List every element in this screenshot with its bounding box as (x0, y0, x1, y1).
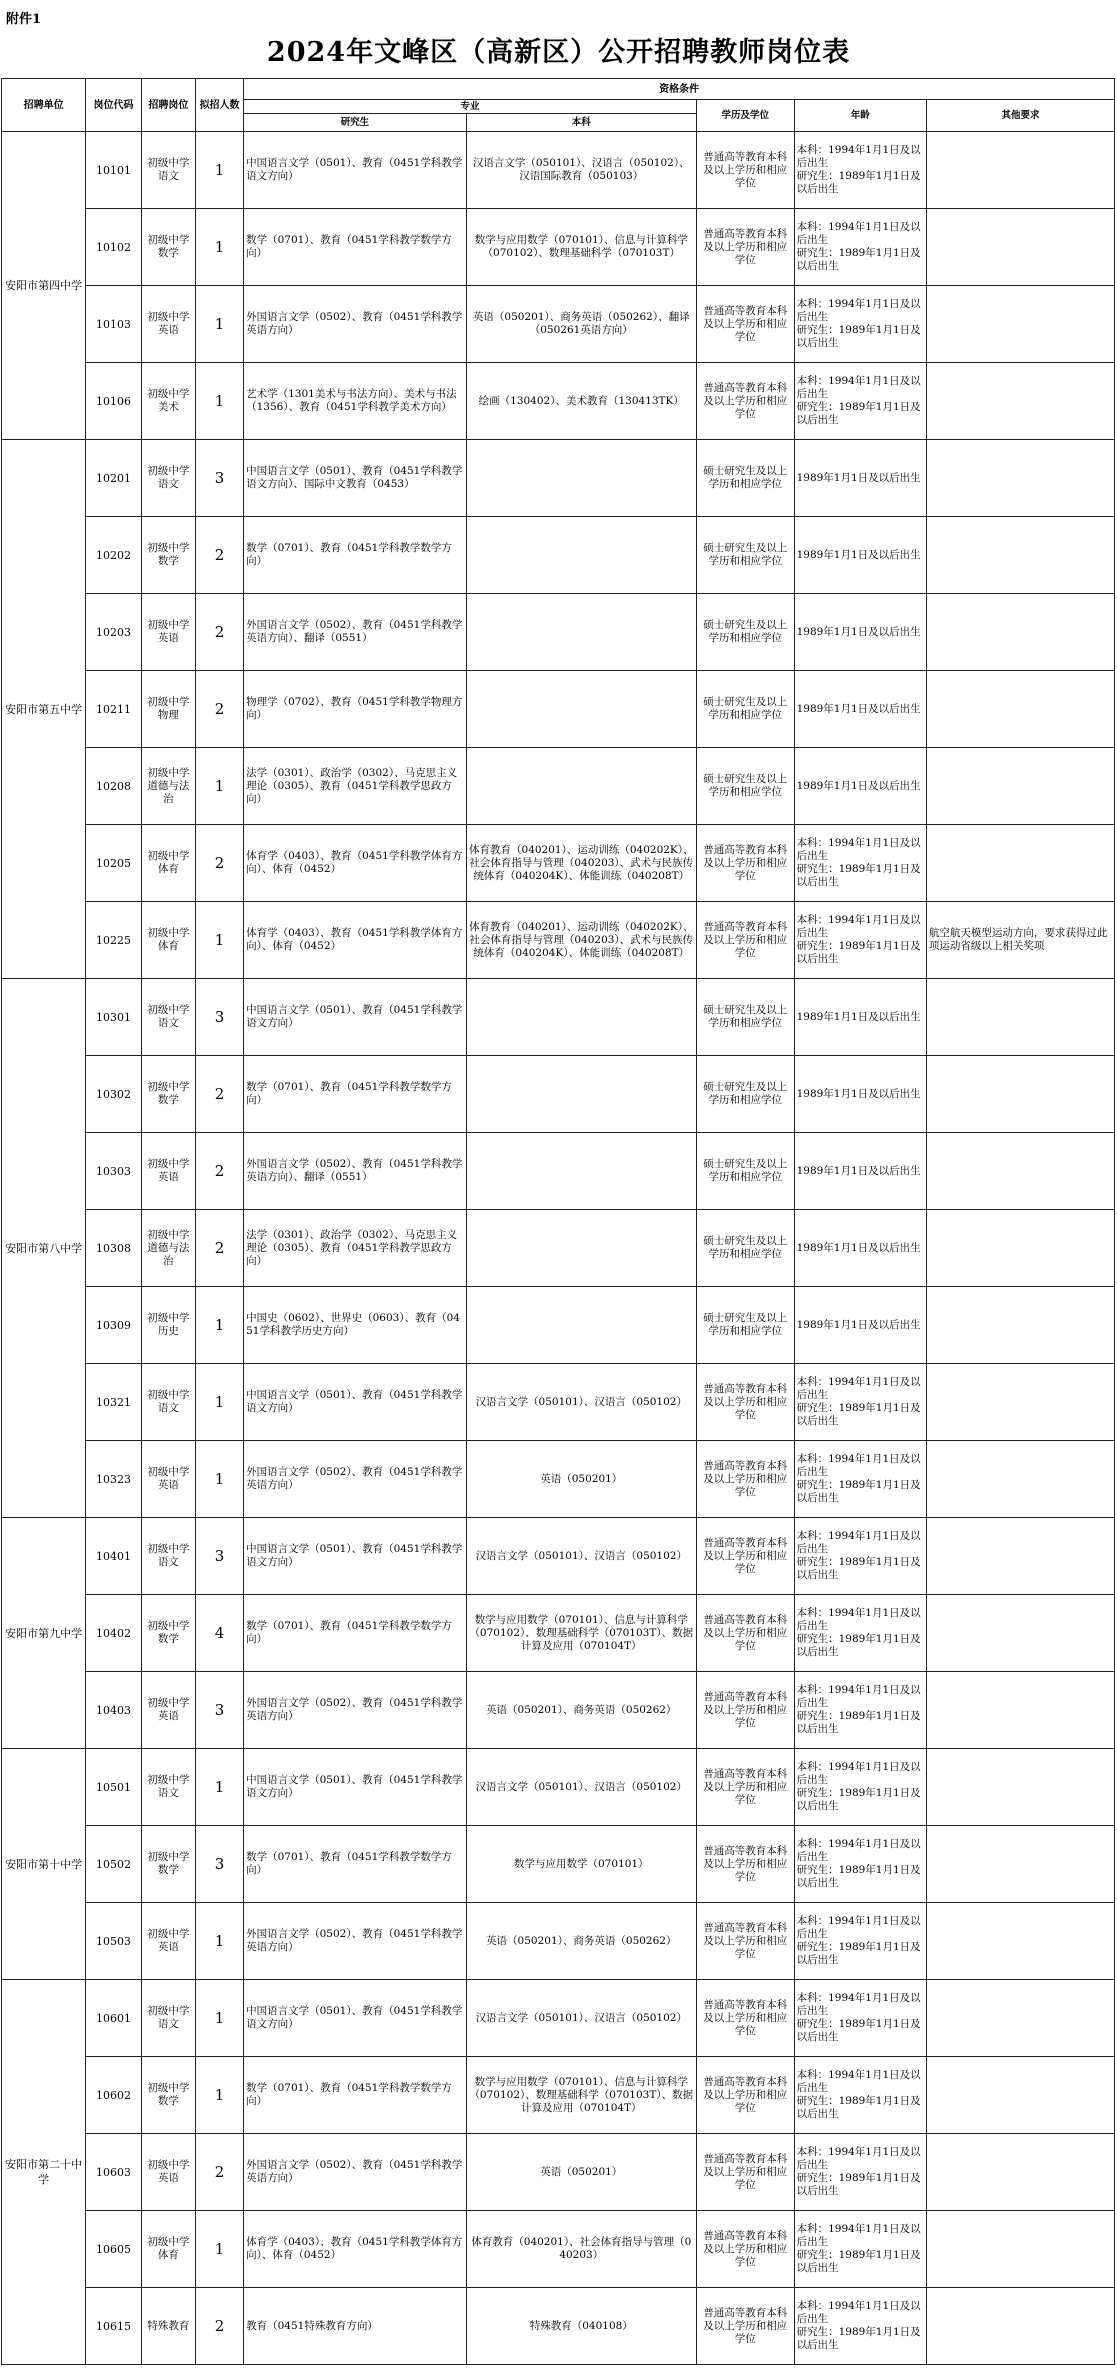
education-requirement: 硕士研究生及以上学历和相应学位 (696, 440, 794, 517)
undergrad-major: 英语（050201） (466, 2134, 696, 2211)
graduate-major: 外国语言文学（0502）、教育（0451学科教学英语方向） (244, 1672, 467, 1749)
position-name: 初级中学数学 (141, 517, 195, 594)
graduate-major: 数学（0701）、教育（0451学科教学数学方向） (244, 2057, 467, 2134)
education-requirement: 硕士研究生及以上学历和相应学位 (696, 1056, 794, 1133)
education-requirement: 普通高等教育本科及以上学历和相应学位 (696, 1595, 794, 1672)
education-requirement: 普通高等教育本科及以上学历和相应学位 (696, 1364, 794, 1441)
headcount: 2 (196, 1056, 244, 1133)
table-row (2, 1287, 1115, 1364)
table-row (2, 1441, 1115, 1518)
other-requirement (926, 1980, 1114, 2057)
education-requirement: 普通高等教育本科及以上学历和相应学位 (696, 1441, 794, 1518)
undergrad-major: 数学与应用数学（070101） (466, 1826, 696, 1903)
other-requirement (926, 825, 1114, 902)
other-requirement (926, 1903, 1114, 1980)
position-name: 初级中学语文 (141, 1364, 195, 1441)
position-name: 初级中学美术 (141, 363, 195, 440)
graduate-major: 数学（0701）、教育（0451学科教学数学方向） (244, 517, 467, 594)
undergrad-major: 绘画（130402）、美术教育（130413TK） (466, 363, 696, 440)
other-requirement (926, 2288, 1114, 2365)
graduate-major: 艺术学（1301美术与书法方向）、美术与书法（1356）、教育（0451学科教学美术方向） (244, 363, 467, 440)
graduate-major: 数学（0701）、教育（0451学科教学数学方向） (244, 1826, 467, 1903)
position-name: 特殊教育 (141, 2288, 195, 2365)
other-requirement (926, 1133, 1114, 1210)
header-age: 年龄 (794, 100, 926, 132)
position-code: 10103 (86, 286, 142, 363)
table-body (2, 132, 1115, 2365)
education-requirement: 普通高等教育本科及以上学历和相应学位 (696, 1672, 794, 1749)
undergrad-major: 汉语言文学（050101）、汉语言（050102）、汉语国际教育（050103） (466, 132, 696, 209)
undergrad-major: 英语（050201）、商务英语（050262） (466, 1903, 696, 1980)
education-requirement: 硕士研究生及以上学历和相应学位 (696, 1210, 794, 1287)
age-requirement: 本科：1994年1月1日及以后出生 研究生：1989年1月1日及以后出生 (794, 1518, 926, 1595)
undergrad-major (466, 1210, 696, 1287)
position-name: 初级中学英语 (141, 1133, 195, 1210)
table-row (2, 1210, 1115, 1287)
table-row (2, 1133, 1115, 1210)
undergrad-major: 数学与应用数学（070101）、信息与计算科学（070102）、数理基础科学（070103T）、数据计算及应用（070104T） (466, 2057, 696, 2134)
header-unit: 招聘单位 (2, 79, 86, 132)
other-requirement (926, 1287, 1114, 1364)
headcount: 1 (196, 1364, 244, 1441)
graduate-major: 外国语言文学（0502）、教育（0451学科教学英语方向） (244, 1903, 467, 1980)
education-requirement: 普通高等教育本科及以上学历和相应学位 (696, 2057, 794, 2134)
other-requirement (926, 2134, 1114, 2211)
education-requirement: 硕士研究生及以上学历和相应学位 (696, 748, 794, 825)
education-requirement: 硕士研究生及以上学历和相应学位 (696, 517, 794, 594)
age-requirement: 本科：1994年1月1日及以后出生 研究生：1989年1月1日及以后出生 (794, 363, 926, 440)
age-requirement: 本科：1994年1月1日及以后出生 研究生：1989年1月1日及以后出生 (794, 902, 926, 979)
position-code: 10402 (86, 1595, 142, 1672)
position-code: 10403 (86, 1672, 142, 1749)
position-name: 初级中学语文 (141, 979, 195, 1056)
position-code: 10323 (86, 1441, 142, 1518)
position-code: 10211 (86, 671, 142, 748)
other-requirement (926, 1210, 1114, 1287)
position-code: 10301 (86, 979, 142, 1056)
table-row (2, 1826, 1115, 1903)
age-requirement: 本科：1994年1月1日及以后出生 研究生：1989年1月1日及以后出生 (794, 1595, 926, 1672)
undergrad-major: 体育教育（040201）、运动训练（040202K）、社会体育指导与管理（040203）、武术与民族传统体育（040204K）、体能训练（040208T） (466, 825, 696, 902)
undergrad-major (466, 1287, 696, 1364)
education-requirement: 普通高等教育本科及以上学历和相应学位 (696, 2211, 794, 2288)
education-requirement: 普通高等教育本科及以上学历和相应学位 (696, 825, 794, 902)
age-requirement: 本科：1994年1月1日及以后出生 研究生：1989年1月1日及以后出生 (794, 2211, 926, 2288)
position-name: 初级中学历史 (141, 1287, 195, 1364)
position-name: 初级中学英语 (141, 1672, 195, 1749)
header-qualifications: 资格条件 (244, 79, 1115, 100)
other-requirement (926, 979, 1114, 1056)
headcount: 2 (196, 594, 244, 671)
graduate-major: 体育学（0403）、教育（0451学科教学体育方向）、体育（0452） (244, 825, 467, 902)
position-name: 初级中学体育 (141, 2211, 195, 2288)
age-requirement: 1989年1月1日及以后出生 (794, 1056, 926, 1133)
education-requirement: 普通高等教育本科及以上学历和相应学位 (696, 2288, 794, 2365)
age-requirement: 本科：1994年1月1日及以后出生 研究生：1989年1月1日及以后出生 (794, 1441, 926, 1518)
education-requirement: 普通高等教育本科及以上学历和相应学位 (696, 363, 794, 440)
headcount: 2 (196, 825, 244, 902)
position-name: 初级中学语文 (141, 132, 195, 209)
recruiting-unit: 安阳市第二十中学 (2, 1980, 86, 2365)
position-code: 10208 (86, 748, 142, 825)
graduate-major: 中国语言文学（0501）、教育（0451学科教学语文方向）、国际中文教育（0453） (244, 440, 467, 517)
education-requirement: 普通高等教育本科及以上学历和相应学位 (696, 1980, 794, 2057)
graduate-major: 教育（0451特殊教育方向） (244, 2288, 467, 2365)
recruiting-unit: 安阳市第九中学 (2, 1518, 86, 1749)
position-name: 初级中学英语 (141, 1441, 195, 1518)
graduate-major: 外国语言文学（0502）、教育（0451学科教学英语方向）、翻译（0551） (244, 594, 467, 671)
headcount: 2 (196, 2288, 244, 2365)
table-row (2, 1056, 1115, 1133)
headcount: 2 (196, 671, 244, 748)
undergrad-major: 数学与应用数学（070101）、信息与计算科学（070102）、数理基础科学（070103T） (466, 209, 696, 286)
headcount: 3 (196, 1672, 244, 1749)
age-requirement: 1989年1月1日及以后出生 (794, 1287, 926, 1364)
graduate-major: 中国语言文学（0501）、教育（0451学科教学语文方向） (244, 979, 467, 1056)
table-row (2, 825, 1115, 902)
table-row (2, 1364, 1115, 1441)
header-graduate: 研究生 (244, 114, 467, 132)
table-row (2, 1749, 1115, 1826)
recruiting-unit: 安阳市第四中学 (2, 132, 86, 440)
graduate-major: 中国语言文学（0501）、教育（0451学科教学语文方向） (244, 1518, 467, 1595)
table-row (2, 517, 1115, 594)
other-requirement (926, 440, 1114, 517)
age-requirement: 本科：1994年1月1日及以后出生 研究生：1989年1月1日及以后出生 (794, 1749, 926, 1826)
graduate-major: 中国语言文学（0501）、教育（0451学科教学语文方向） (244, 1364, 467, 1441)
graduate-major: 中国语言文学（0501）、教育（0451学科教学语文方向） (244, 1749, 467, 1826)
age-requirement: 1989年1月1日及以后出生 (794, 671, 926, 748)
table-row (2, 209, 1115, 286)
position-code: 10205 (86, 825, 142, 902)
recruitment-table (1, 78, 1115, 2365)
table-row (2, 286, 1115, 363)
document-title: 2024年文峰区（高新区）公开招聘教师岗位表 (266, 37, 851, 68)
header-education: 学历及学位 (696, 100, 794, 132)
headcount: 1 (196, 1980, 244, 2057)
undergrad-major: 英语（050201）、商务英语（050262） (466, 1672, 696, 1749)
table-row (2, 671, 1115, 748)
age-requirement: 1989年1月1日及以后出生 (794, 440, 926, 517)
position-code: 10503 (86, 1903, 142, 1980)
undergrad-major (466, 517, 696, 594)
position-code: 10302 (86, 1056, 142, 1133)
education-requirement: 普通高等教育本科及以上学历和相应学位 (696, 1749, 794, 1826)
position-code: 10225 (86, 902, 142, 979)
age-requirement: 1989年1月1日及以后出生 (794, 979, 926, 1056)
headcount: 3 (196, 1518, 244, 1595)
age-requirement: 本科：1994年1月1日及以后出生 研究生：1989年1月1日及以后出生 (794, 132, 926, 209)
header-other: 其他要求 (926, 100, 1114, 132)
undergrad-major (466, 1133, 696, 1210)
age-requirement: 1989年1月1日及以后出生 (794, 1210, 926, 1287)
position-name: 初级中学数学 (141, 1595, 195, 1672)
table-row (2, 2134, 1115, 2211)
undergrad-major (466, 594, 696, 671)
headcount: 1 (196, 2211, 244, 2288)
other-requirement (926, 671, 1114, 748)
table-row (2, 2057, 1115, 2134)
table-row (2, 1672, 1115, 1749)
recruiting-unit: 安阳市第五中学 (2, 440, 86, 979)
position-code: 10615 (86, 2288, 142, 2365)
graduate-major: 外国语言文学（0502）、教育（0451学科教学英语方向） (244, 286, 467, 363)
position-name: 初级中学数学 (141, 2057, 195, 2134)
position-name: 初级中学数学 (141, 1056, 195, 1133)
other-requirement (926, 594, 1114, 671)
position-code: 10102 (86, 209, 142, 286)
other-requirement (926, 363, 1114, 440)
position-code: 10603 (86, 2134, 142, 2211)
other-requirement (926, 132, 1114, 209)
graduate-major: 数学（0701）、教育（0451学科教学数学方向） (244, 1595, 467, 1672)
education-requirement: 硕士研究生及以上学历和相应学位 (696, 1133, 794, 1210)
age-requirement: 本科：1994年1月1日及以后出生 研究生：1989年1月1日及以后出生 (794, 286, 926, 363)
position-name: 初级中学数学 (141, 1826, 195, 1903)
position-name: 初级中学英语 (141, 594, 195, 671)
undergrad-major (466, 671, 696, 748)
table-row (2, 1595, 1115, 1672)
undergrad-major: 体育教育（040201）、运动训练（040202K）、社会体育指导与管理（040203）、武术与民族传统体育（040204K）、体能训练（040208T） (466, 902, 696, 979)
undergrad-major (466, 979, 696, 1056)
header-undergraduate: 本科 (466, 114, 696, 132)
graduate-major: 数学（0701）、教育（0451学科教学数学方向） (244, 209, 467, 286)
position-code: 10303 (86, 1133, 142, 1210)
table-row (2, 594, 1115, 671)
headcount: 1 (196, 1287, 244, 1364)
education-requirement: 硕士研究生及以上学历和相应学位 (696, 1287, 794, 1364)
position-code: 10502 (86, 1826, 142, 1903)
undergrad-major: 体育教育（040201）、社会体育指导与管理（040203） (466, 2211, 696, 2288)
headcount: 2 (196, 2134, 244, 2211)
headcount: 3 (196, 1826, 244, 1903)
position-name: 初级中学英语 (141, 2134, 195, 2211)
table-row (2, 2211, 1115, 2288)
header-major: 专业 (244, 100, 697, 114)
education-requirement: 普通高等教育本科及以上学历和相应学位 (696, 1518, 794, 1595)
position-name: 初级中学语文 (141, 1518, 195, 1595)
other-requirement (926, 286, 1114, 363)
undergrad-major: 英语（050201）、商务英语（050262）、翻译（050261英语方向） (466, 286, 696, 363)
graduate-major: 体育学（0403）、教育（0451学科教学体育方向）、体育（0452） (244, 2211, 467, 2288)
position-name: 初级中学语文 (141, 1749, 195, 1826)
age-requirement: 本科：1994年1月1日及以后出生 研究生：1989年1月1日及以后出生 (794, 1364, 926, 1441)
position-code: 10308 (86, 1210, 142, 1287)
headcount: 3 (196, 979, 244, 1056)
age-requirement: 1989年1月1日及以后出生 (794, 594, 926, 671)
education-requirement: 普通高等教育本科及以上学历和相应学位 (696, 902, 794, 979)
position-name: 初级中学语文 (141, 1980, 195, 2057)
age-requirement: 本科：1994年1月1日及以后出生 研究生：1989年1月1日及以后出生 (794, 1980, 926, 2057)
position-code: 10106 (86, 363, 142, 440)
table-row (2, 748, 1115, 825)
undergrad-major: 汉语言文学（050101）、汉语言（050102） (466, 1518, 696, 1595)
undergrad-major (466, 440, 696, 517)
graduate-major: 外国语言文学（0502）、教育（0451学科教学英语方向）、翻译（0551） (244, 1133, 467, 1210)
header-count: 拟招人数 (196, 79, 244, 132)
position-code: 10321 (86, 1364, 142, 1441)
graduate-major: 体育学（0403）、教育（0451学科教学体育方向）、体育（0452） (244, 902, 467, 979)
table-row (2, 440, 1115, 517)
other-requirement (926, 1595, 1114, 1672)
age-requirement: 本科：1994年1月1日及以后出生 研究生：1989年1月1日及以后出生 (794, 825, 926, 902)
position-name: 初级中学英语 (141, 286, 195, 363)
other-requirement (926, 1672, 1114, 1749)
age-requirement: 本科：1994年1月1日及以后出生 研究生：1989年1月1日及以后出生 (794, 1903, 926, 1980)
education-requirement: 普通高等教育本科及以上学历和相应学位 (696, 2134, 794, 2211)
headcount: 1 (196, 132, 244, 209)
position-code: 10309 (86, 1287, 142, 1364)
other-requirement (926, 209, 1114, 286)
undergrad-major: 特殊教育（040108） (466, 2288, 696, 2365)
graduate-major: 中国语言文学（0501）、教育（0451学科教学语文方向） (244, 1980, 467, 2057)
position-name: 初级中学英语 (141, 1903, 195, 1980)
position-code: 10501 (86, 1749, 142, 1826)
graduate-major: 物理学（0702）、教育（0451学科教学物理方向） (244, 671, 467, 748)
graduate-major: 法学（0301）、政治学（0302）、马克思主义理论（0305）、教育（0451学科教学思政方向） (244, 748, 467, 825)
position-name: 初级中学物理 (141, 671, 195, 748)
headcount: 1 (196, 1903, 244, 1980)
headcount: 1 (196, 2057, 244, 2134)
education-requirement: 普通高等教育本科及以上学历和相应学位 (696, 1826, 794, 1903)
position-name: 初级中学数学 (141, 209, 195, 286)
undergrad-major (466, 748, 696, 825)
graduate-major: 外国语言文学（0502）、教育（0451学科教学英语方向） (244, 1441, 467, 1518)
other-requirement (926, 748, 1114, 825)
age-requirement: 本科：1994年1月1日及以后出生 研究生：1989年1月1日及以后出生 (794, 2288, 926, 2365)
education-requirement: 普通高等教育本科及以上学历和相应学位 (696, 132, 794, 209)
other-requirement (926, 2057, 1114, 2134)
header-post: 招聘岗位 (141, 79, 195, 132)
other-requirement: 航空航天模型运动方向，要求获得过此项运动省级以上相关奖项 (926, 902, 1114, 979)
age-requirement: 本科：1994年1月1日及以后出生 研究生：1989年1月1日及以后出生 (794, 1826, 926, 1903)
position-code: 10602 (86, 2057, 142, 2134)
table-row (2, 1903, 1115, 1980)
education-requirement: 硕士研究生及以上学历和相应学位 (696, 979, 794, 1056)
position-name: 初级中学道德与法治 (141, 748, 195, 825)
headcount: 1 (196, 209, 244, 286)
graduate-major: 数学（0701）、教育（0451学科教学数学方向） (244, 1056, 467, 1133)
age-requirement: 1989年1月1日及以后出生 (794, 1133, 926, 1210)
headcount: 1 (196, 1441, 244, 1518)
headcount: 1 (196, 748, 244, 825)
recruiting-unit: 安阳市第十中学 (2, 1749, 86, 1980)
graduate-major: 中国语言文学（0501）、教育（0451学科教学语文方向） (244, 132, 467, 209)
education-requirement: 普通高等教育本科及以上学历和相应学位 (696, 1903, 794, 1980)
other-requirement (926, 1826, 1114, 1903)
table-row (2, 2288, 1115, 2365)
position-code: 10201 (86, 440, 142, 517)
headcount: 4 (196, 1595, 244, 1672)
graduate-major: 法学（0301）、政治学（0302）、马克思主义理论（0305）、教育（0451学科教学思政方向） (244, 1210, 467, 1287)
education-requirement: 普通高等教育本科及以上学历和相应学位 (696, 209, 794, 286)
undergrad-major: 汉语言文学（050101）、汉语言（050102） (466, 1749, 696, 1826)
position-code: 10605 (86, 2211, 142, 2288)
table-row (2, 1518, 1115, 1595)
position-code: 10601 (86, 1980, 142, 2057)
headcount: 2 (196, 517, 244, 594)
position-code: 10203 (86, 594, 142, 671)
age-requirement: 本科：1994年1月1日及以后出生 研究生：1989年1月1日及以后出生 (794, 2134, 926, 2211)
undergrad-major (466, 1056, 696, 1133)
headcount: 1 (196, 902, 244, 979)
other-requirement (926, 1056, 1114, 1133)
graduate-major: 外国语言文学（0502）、教育（0451学科教学英语方向） (244, 2134, 467, 2211)
age-requirement: 1989年1月1日及以后出生 (794, 748, 926, 825)
undergrad-major: 汉语言文学（050101）、汉语言（050102） (466, 1980, 696, 2057)
age-requirement: 本科：1994年1月1日及以后出生 研究生：1989年1月1日及以后出生 (794, 1672, 926, 1749)
age-requirement: 本科：1994年1月1日及以后出生 研究生：1989年1月1日及以后出生 (794, 2057, 926, 2134)
age-requirement: 1989年1月1日及以后出生 (794, 517, 926, 594)
education-requirement: 硕士研究生及以上学历和相应学位 (696, 594, 794, 671)
undergrad-major: 汉语言文学（050101）、汉语言（050102） (466, 1364, 696, 1441)
recruiting-unit: 安阳市第八中学 (2, 979, 86, 1518)
position-name: 初级中学体育 (141, 902, 195, 979)
position-code: 10202 (86, 517, 142, 594)
other-requirement (926, 1518, 1114, 1595)
header-code: 岗位代码 (86, 79, 142, 132)
headcount: 3 (196, 440, 244, 517)
table-row (2, 1980, 1115, 2057)
graduate-major: 中国史（0602）、世界史（0603）、教育（0451学科教学历史方向） (244, 1287, 467, 1364)
position-name: 初级中学道德与法治 (141, 1210, 195, 1287)
position-code: 10101 (86, 132, 142, 209)
header-row (2, 79, 1115, 100)
education-requirement: 硕士研究生及以上学历和相应学位 (696, 671, 794, 748)
other-requirement (926, 1749, 1114, 1826)
attachment-label: 附件1 (6, 12, 42, 27)
table-row (2, 132, 1115, 209)
table-row (2, 363, 1115, 440)
headcount: 1 (196, 1749, 244, 1826)
other-requirement (926, 1441, 1114, 1518)
table-row (2, 902, 1115, 979)
headcount: 2 (196, 1133, 244, 1210)
table-row (2, 979, 1115, 1056)
position-name: 初级中学体育 (141, 825, 195, 902)
position-name: 初级中学语文 (141, 440, 195, 517)
other-requirement (926, 1364, 1114, 1441)
age-requirement: 本科：1994年1月1日及以后出生 研究生：1989年1月1日及以后出生 (794, 209, 926, 286)
headcount: 1 (196, 286, 244, 363)
other-requirement (926, 517, 1114, 594)
undergrad-major: 英语（050201） (466, 1441, 696, 1518)
headcount: 2 (196, 1210, 244, 1287)
headcount: 1 (196, 363, 244, 440)
position-code: 10401 (86, 1518, 142, 1595)
education-requirement: 普通高等教育本科及以上学历和相应学位 (696, 286, 794, 363)
other-requirement (926, 2211, 1114, 2288)
undergrad-major: 数学与应用数学（070101）、信息与计算科学（070102）、数理基础科学（070103T）、数据计算及应用（070104T） (466, 1595, 696, 1672)
